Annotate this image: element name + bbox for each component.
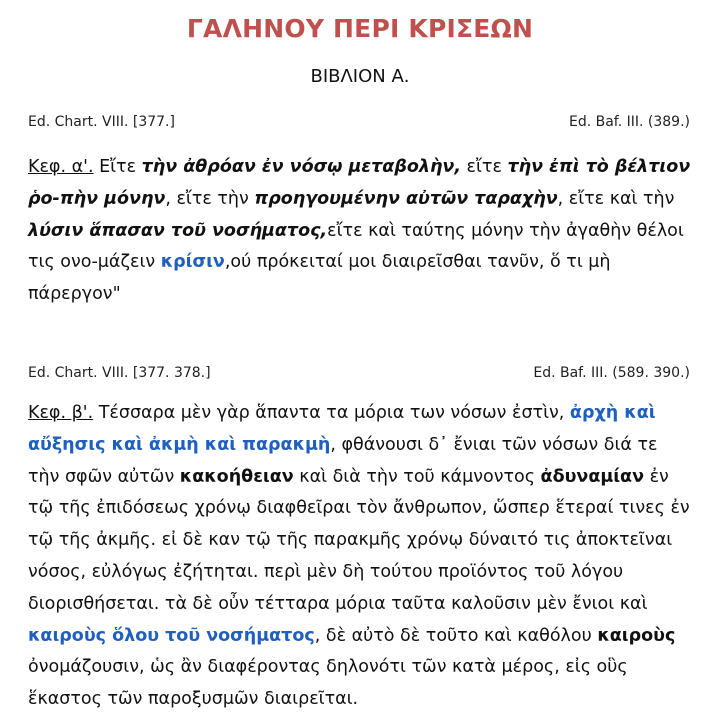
text-run: καὶ διὰ τὴν τοῦ κάμνοντος: [293, 466, 541, 487]
edition-reference-row: [28, 365, 690, 381]
bold-term: καιροὺς: [597, 625, 676, 646]
text-run: , φθάνουσι δ᾽ ἔνιαι τῶν νόσων διά τε τὴν σφῶν αὐτῶν: [28, 434, 658, 487]
emphasis-run: τὴν ἀθρόαν ἐν νόσῳ μεταβολὴν,: [141, 157, 461, 177]
emphasis-run: τὴν ἐπὶ τὸ βέλτιον ῥο-πὴν μόνην: [28, 157, 691, 209]
book-subtitle: ΒΙΒΛΙΟΝ Α.: [310, 66, 410, 87]
edition-reference-row: [28, 114, 690, 130]
text-run: ἐν τῷ τῆς ἐπιδόσεως χρόνῳ διαφθεῖραι τὸν ἄνθρωπον, ὥσπερ ἕτεραί τινες ἐν τῷ τῆς ἀκμῆς. εἰ δὲ καν τῷ τῆς παρακμῆς χρόνῳ δύναιτό τις ἀποκτεῖναι νόσος, εὐλόγως ἐζήτηται. περὶ μὲν δὴ τούτου προϊόντος τοῦ λόγου διορισθήσεται. τὰ δὲ οὖν τέτταρα μόρια ταῦτα καλοῦσιν μὲν ἔνιοι καὶ: [28, 466, 690, 614]
chapter-1-label: Κεφ. α'.: [28, 157, 94, 177]
emphasis-run: λύσιν ἅπασαν τοῦ νοσήματος,: [28, 220, 328, 241]
bold-term: ἀδυναμίαν: [540, 466, 644, 487]
chapter-1-paragraph: [28, 152, 692, 311]
chapter-2-paragraph: [28, 398, 692, 716]
text-run: , δὲ αὐτὸ δὲ τοῦτο καὶ καθόλου: [314, 625, 598, 646]
emphasis-run: προηγουμένην αὐτῶν ταραχὴν: [254, 188, 558, 209]
edition-reference-right: Ed. Baf. III. (589. 390.): [533, 365, 690, 381]
text-run: ὀνομάζουσιν, ὡς ἂν διαφέροντας δηλονότι τῶν κατὰ μέρος, εἰς οὓς ἕκαστος τῶν παροξυσμῶν διαιρεῖται.: [28, 657, 628, 710]
text-run: ,ού πρόκειταί μοι διαιρεῖσθαι τανῦν, ὅ τι μὴ πάρεργον": [28, 252, 611, 305]
edition-reference-left: Ed. Chart. VIII. [377. 378.]: [28, 365, 211, 381]
text-run: , εἴτε καὶ τὴν: [557, 188, 675, 209]
chapter-2-label: Κεφ. β'.: [28, 403, 94, 423]
text-run: εἴτε καὶ ταύτης μόνην τὴν ἀγαθὴν θέλοι τις ονο-μάζειν: [28, 220, 684, 273]
edition-reference-right: Ed. Baf. III. (389.): [568, 114, 690, 130]
edition-reference-left: Ed. Chart. VIII. [377.]: [28, 114, 175, 130]
document-title: ΓΑΛΗΝΟΥ ΠΕΡΙ ΚΡΙΣΕΩΝ: [186, 14, 534, 43]
text-run: , εἴτε τὴν: [165, 188, 255, 209]
highlighted-term: ἀρχὴ καὶ αὔξησις καὶ ἀκμὴ καὶ παρακμὴ: [28, 403, 656, 455]
highlighted-term: καιροὺς ὅλου τοῦ νοσήματος: [28, 625, 315, 646]
text-run: Τέσσαρα μὲν γὰρ ἅπαντα τα μόρια των νόσων ἐστὶν,: [93, 403, 570, 423]
text-run: εἴτε: [460, 157, 508, 177]
highlighted-term: κρίσιν: [160, 252, 225, 273]
text-run: Εἴτε: [93, 157, 142, 177]
bold-term: κακοήθειαν: [179, 466, 294, 487]
